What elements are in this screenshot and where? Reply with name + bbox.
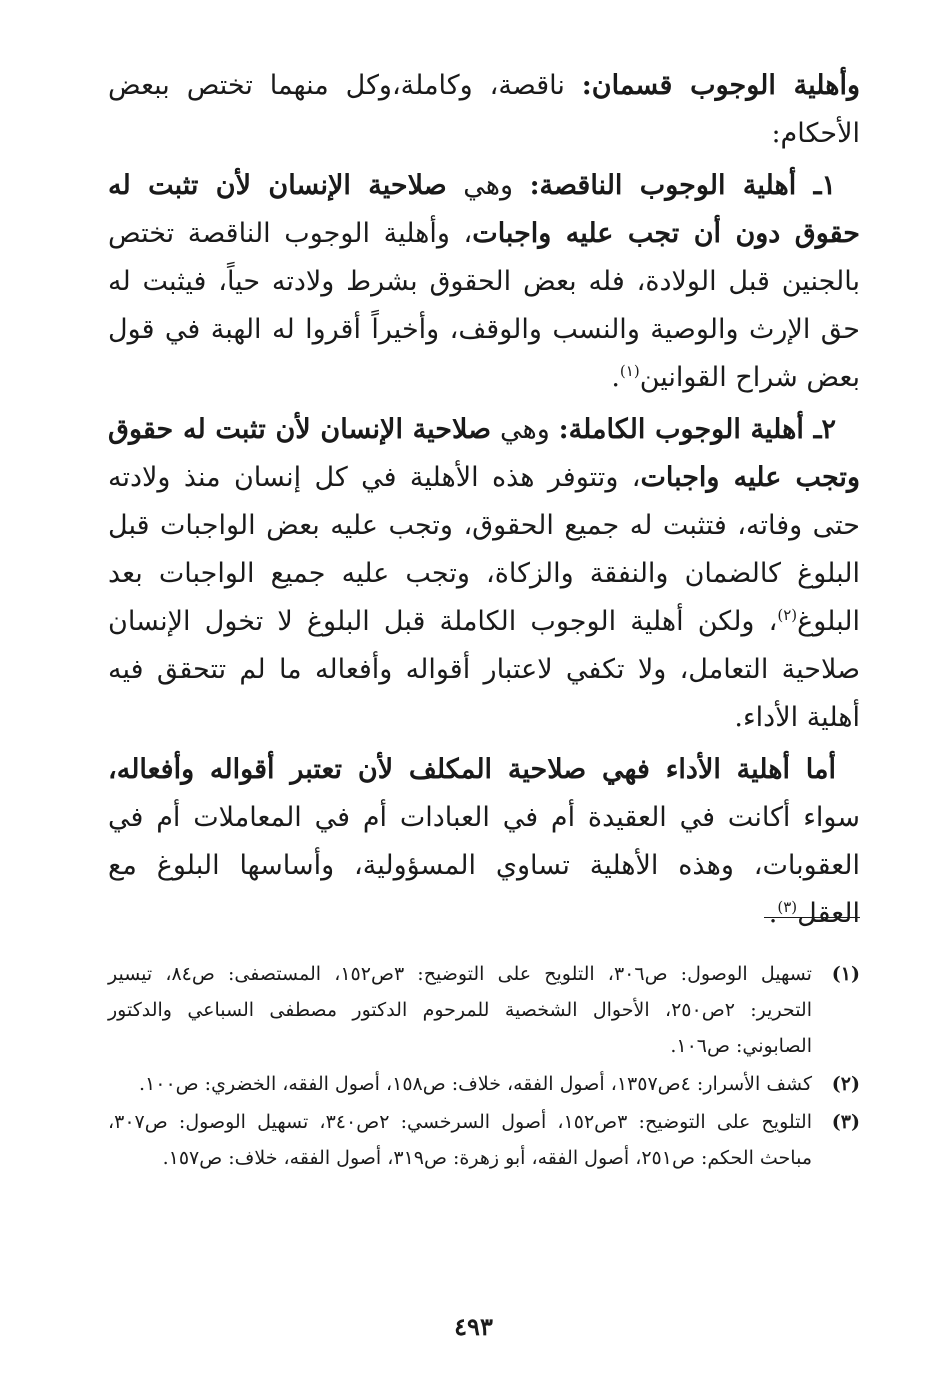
paragraph-kamila <box>108 406 860 742</box>
main-text <box>108 62 860 942</box>
paragraph-end: . <box>768 898 778 929</box>
paragraph-text: ناقصة، وكاملة،وكل منهما تختص ببعض الأحكام: <box>108 70 860 149</box>
paragraph-text: وهي <box>446 170 530 201</box>
footnote-ref-1[interactable]: (١) <box>619 362 640 380</box>
footnote-3 <box>108 1104 860 1176</box>
paragraph-text: سواء أكانت في العقيدة أم في العبادات أم في المعاملات أم في العقوبات، وهذه الأهلية تساوي المسؤولية، وأساسها البلوغ مع العقل <box>108 802 860 929</box>
footnote-number: (٢) <box>831 1073 860 1095</box>
footnote-1 <box>108 956 860 1064</box>
paragraph-lead: وأهلية الوجوب قسمان: <box>581 70 860 101</box>
paragraph-text: ، ولكن أهلية الوجوب الكاملة قبل البلوغ لا تخول الإنسان صلاحية التعامل، ولا تكفي لاعتبار أقواله وأفعاله ما لم تتحقق فيه أهلية الأداء. <box>108 606 860 733</box>
paragraph-lead: ٢ـ أهلية الوجوب الكاملة: <box>558 414 837 445</box>
footnotes <box>108 956 860 1178</box>
paragraph-text: ، وأهلية الوجوب الناقصة تختص بالجنين قبل الولادة، فله بعض الحقوق بشرط ولادته حياً، فيثبت له حق الإرث والوصية والنسب والوقف، وأخيراً أقروا له الهبة في قول بعض شراح القوانين <box>108 218 860 393</box>
paragraph-text: ، وتتوفر هذه الأهلية في كل إنسان منذ ولادته حتى وفاته، فتثبت له جميع الحقوق، وتجب عليه بعض الواجبات قبل البلوغ كالضمان والنفقة والزكاة، وتجب عليه جميع الواجبات بعد البلوغ <box>108 462 860 637</box>
footnote-ref-3[interactable]: (٣) <box>777 898 798 916</box>
footnote-text: التلويح على التوضيح: ٣ص١٥٢، أصول السرخسي: ٢ص٣٤٠، تسهيل الوصول: ص٣٠٧، مباحث الحكم: ص٢٥١، أصول الفقه، أبو زهرة: ص٣١٩، أصول الفقه، خلاف: ص١٥٧. <box>108 1111 812 1169</box>
paragraph-ahliyyat-al-wujub <box>108 62 860 158</box>
paragraph-lead: ١ـ أهلية الوجوب الناقصة: <box>529 170 837 201</box>
footnote-ref-2[interactable]: (٢) <box>777 606 798 624</box>
footnote-2 <box>108 1066 860 1102</box>
paragraph-end: . <box>611 362 620 393</box>
paragraph-text: وهي <box>491 414 559 445</box>
footnote-text: كشف الأسرار: ٤ص١٣٥٧، أصول الفقه، خلاف: ص١٥٨، أصول الفقه، الخضري: ص١٠٠. <box>138 1073 812 1095</box>
page-number: ٤٩٣ <box>454 1312 493 1341</box>
footnote-number: (٣) <box>831 1111 860 1133</box>
paragraph-naqisa <box>108 162 860 402</box>
footnote-number: (١) <box>831 963 860 985</box>
footnote-separator <box>764 917 860 918</box>
paragraph-lead: أما أهلية الأداء فهي صلاحية المكلف لأن تعتبر أقواله وأفعاله، <box>108 754 836 785</box>
footnote-text: تسهيل الوصول: ص٣٠٦، التلويح على التوضيح: ٣ص١٥٢، المستصفى: ص٨٤، تيسير التحرير: ٢ص٢٥٠، الأحوال الشخصية للمرحوم الدكتور مصطفى السباعي والدكتور الصابوني: ص١٠٦. <box>108 963 812 1057</box>
paragraph-ahliyyat-al-ada <box>108 746 860 938</box>
paragraph-definition: صلاحية الإنسان لأن تثبت له حقوق وتجب عليه واجبات <box>108 414 860 493</box>
paragraph-definition: صلاحية الإنسان لأن تثبت له حقوق دون أن تجب عليه واجبات <box>108 170 861 249</box>
